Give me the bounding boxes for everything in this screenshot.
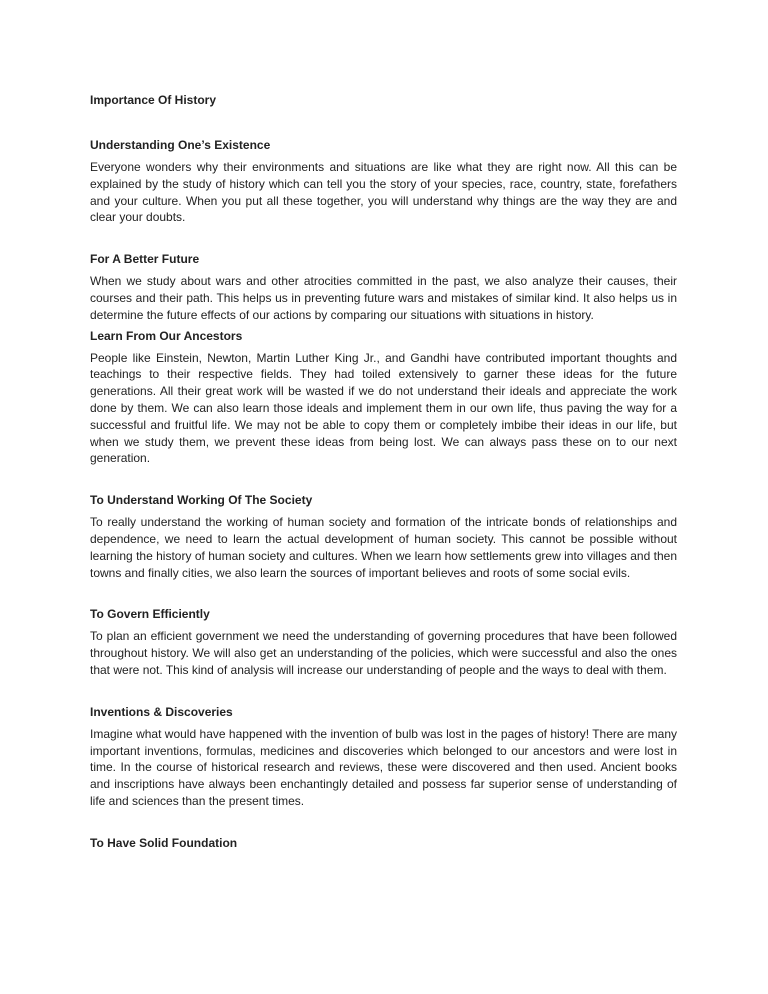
section-govern-efficiently	[90, 606, 677, 678]
section-heading: Understanding One’s Existence	[90, 138, 271, 152]
section-body: People like Einstein, Newton, Martin Luther King Jr., and Gandhi have contributed important thoughts and teachings to their respective fields. They had toiled extensively to garner these ideas for the future generations. All their great work will be wasted if we do not understand their ideals and appreciate the work done by them. We can also learn those ideals and implement them in our own life, thus paving the way for a successful and fruitful life. We may not be able to copy them or completely imbibe their ideas in our life, but when we study them, we prevent these ideas from being lost. We can always pass these on to our next generation.	[90, 350, 677, 466]
section-inventions-discoveries	[90, 704, 677, 810]
section-heading: To Have Solid Foundation	[90, 835, 238, 850]
section-heading: To Understand Working Of The Society	[90, 493, 313, 508]
section-heading: Learn From Our Ancestors	[90, 328, 243, 343]
section-learn-ancestors	[90, 328, 677, 468]
section-heading: To Govern Efficiently	[90, 607, 210, 622]
section-better-future	[90, 251, 677, 323]
section-heading: For A Better Future	[90, 252, 200, 267]
document-page	[90, 92, 677, 857]
section-body: To really understand the working of human society and formation of the intricate bonds of relationships and dependence, we need to learn the actual development of human society. This cannot be possible without learning the history of human society and cultures. When we learn how settlements grew into villages and then towns and finally cities, we also learn the sources of important believes and roots of some social evils.	[90, 515, 677, 580]
section-body: Everyone wonders why their environments and situations are like what they are right now. All this can be explained by the study of history which can tell you the story of your species, race, country, state, forefathers and your culture. When you put all these together, you will understand why things are the way they are and clear your doubts.	[90, 160, 677, 225]
document-title: Importance Of History	[90, 93, 217, 107]
section-solid-foundation	[90, 835, 677, 852]
section-working-society	[90, 492, 677, 581]
section-heading: Inventions & Discoveries	[90, 704, 233, 719]
section-body: To plan an efficient government we need the understanding of governing procedures that have been followed throughout history. We will also get an understanding of the policies, which were successful and also the ones that were not. This kind of analysis will increase our understanding of people and the ways to deal with them.	[90, 629, 677, 677]
section-body: When we study about wars and other atrocities committed in the past, we also analyze their causes, their courses and their path. This helps us in preventing future wars and mistakes of similar kind. It also helps us in determine the future effects of our actions by comparing our situations with situations in history.	[90, 274, 677, 322]
section-understanding-existence	[90, 137, 677, 226]
section-body: Imagine what would have happened with the invention of bulb was lost in the pages of history! There are many important inventions, formulas, medicines and discoveries which belonged to our ancestors and were lost in time. In the course of historical research and reviews, these were discovered and then used. Ancient books and inscriptions have always been enchantingly detailed and possess far superior sense of understanding of life and sciences than the present times.	[90, 726, 677, 808]
